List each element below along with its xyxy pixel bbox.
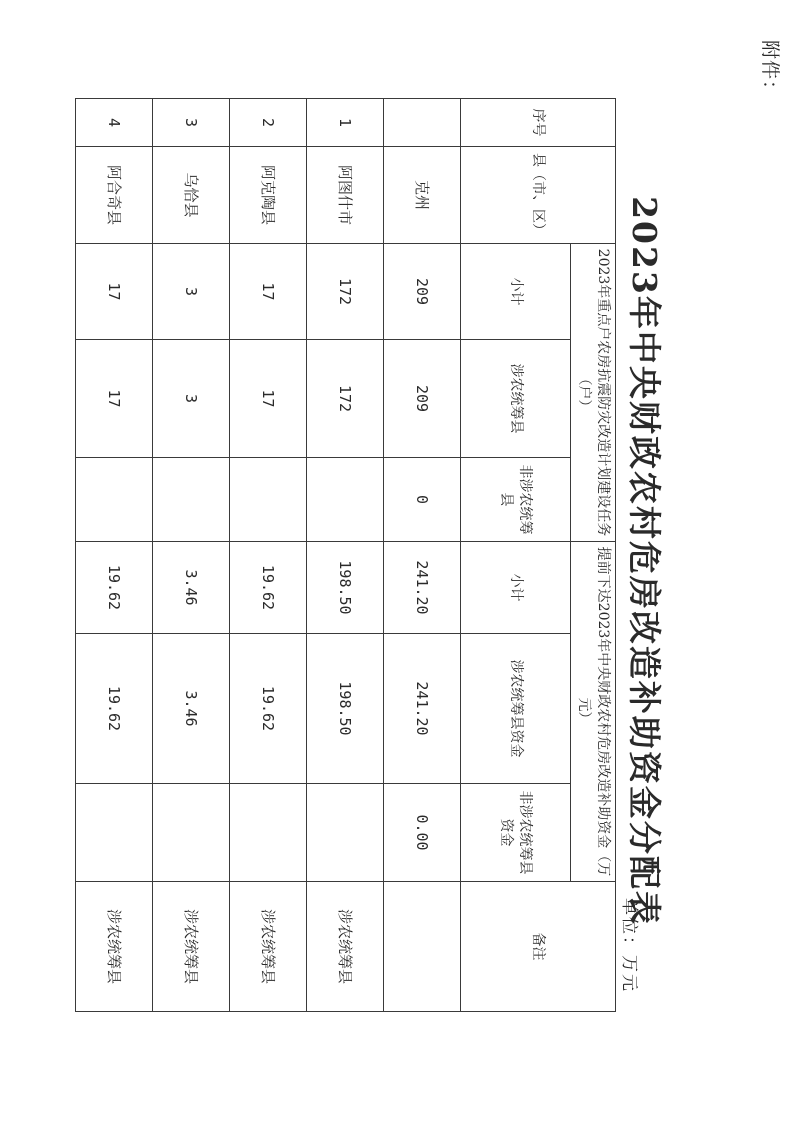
cell-fund-subtotal: 241.20 (384, 542, 461, 634)
header-remark: 备注 (461, 882, 616, 1012)
cell-fund-nonfarm: 0.00 (384, 784, 461, 882)
cell-seq: 2 (230, 99, 307, 147)
cell-fund-subtotal: 3.46 (153, 542, 230, 634)
cell-task-subtotal: 172 (307, 244, 384, 340)
cell-fund-nonfarm (153, 784, 230, 882)
cell-task-subtotal: 17 (76, 244, 153, 340)
table-row (153, 99, 230, 1012)
cell-fund-farm: 19.62 (76, 634, 153, 784)
cell-fund-nonfarm (307, 784, 384, 882)
cell-task-nonfarm: 0 (384, 458, 461, 542)
header-fund-subtotal: 小计 (461, 542, 571, 634)
header-task-farm: 涉农统筹县 (461, 340, 571, 458)
table-row (307, 99, 384, 1012)
cell-task-nonfarm (153, 458, 230, 542)
cell-seq: 3 (153, 99, 230, 147)
document-title: 2023年中央财政农村危房改造补助资金分配表 (625, 196, 664, 926)
cell-task-nonfarm (230, 458, 307, 542)
header-fund-nonfarm: 非涉农统筹县资金 (461, 784, 571, 882)
cell-county: 阿合奇县 (76, 147, 153, 244)
cell-remark: 涉农统筹县 (153, 882, 230, 1012)
cell-fund-farm: 198.50 (307, 634, 384, 784)
cell-task-farm: 17 (230, 340, 307, 458)
cell-fund-farm: 3.46 (153, 634, 230, 784)
header-row-top (571, 99, 616, 1012)
cell-task-subtotal: 209 (384, 244, 461, 340)
header-county: 县（市、区） (461, 147, 616, 244)
cell-fund-subtotal: 19.62 (230, 542, 307, 634)
header-fund-group: 提前下达2023年中央财政农村危房改造补助资金（万元） (571, 542, 616, 882)
header-seq: 序号 (461, 99, 616, 147)
cell-fund-subtotal: 198.50 (307, 542, 384, 634)
unit-label: 单位：万元 (619, 898, 639, 993)
cell-remark (384, 882, 461, 1012)
cell-seq: 4 (76, 99, 153, 147)
cell-seq (384, 99, 461, 147)
cell-task-farm: 209 (384, 340, 461, 458)
allocation-table (75, 98, 616, 1012)
table-row (230, 99, 307, 1012)
cell-fund-nonfarm (76, 784, 153, 882)
table-row (384, 99, 461, 1012)
cell-fund-farm: 241.20 (384, 634, 461, 784)
cell-task-nonfarm (76, 458, 153, 542)
cell-task-farm: 17 (76, 340, 153, 458)
header-fund-farm: 涉农统筹县资金 (461, 634, 571, 784)
header-task-nonfarm: 非涉农统筹县 (461, 458, 571, 542)
header-task-group: 2023年重点户农房抗震防灾改造计划建设任务（户） (571, 244, 616, 542)
cell-remark: 涉农统筹县 (76, 882, 153, 1012)
cell-seq: 1 (307, 99, 384, 147)
attachment-label: 附件： (759, 40, 781, 101)
table-body (76, 99, 616, 1012)
cell-fund-farm: 19.62 (230, 634, 307, 784)
cell-task-farm: 3 (153, 340, 230, 458)
cell-county: 阿克陶县 (230, 147, 307, 244)
cell-task-subtotal: 3 (153, 244, 230, 340)
header-task-subtotal: 小计 (461, 244, 571, 340)
cell-county: 乌恰县 (153, 147, 230, 244)
cell-remark: 涉农统筹县 (307, 882, 384, 1012)
cell-task-nonfarm (307, 458, 384, 542)
cell-remark: 涉农统筹县 (230, 882, 307, 1012)
table-row (76, 99, 153, 1012)
cell-fund-nonfarm (230, 784, 307, 882)
cell-task-farm: 172 (307, 340, 384, 458)
cell-county: 克州 (384, 147, 461, 244)
cell-fund-subtotal: 19.62 (76, 542, 153, 634)
cell-county: 阿图什市 (307, 147, 384, 244)
cell-task-subtotal: 17 (230, 244, 307, 340)
